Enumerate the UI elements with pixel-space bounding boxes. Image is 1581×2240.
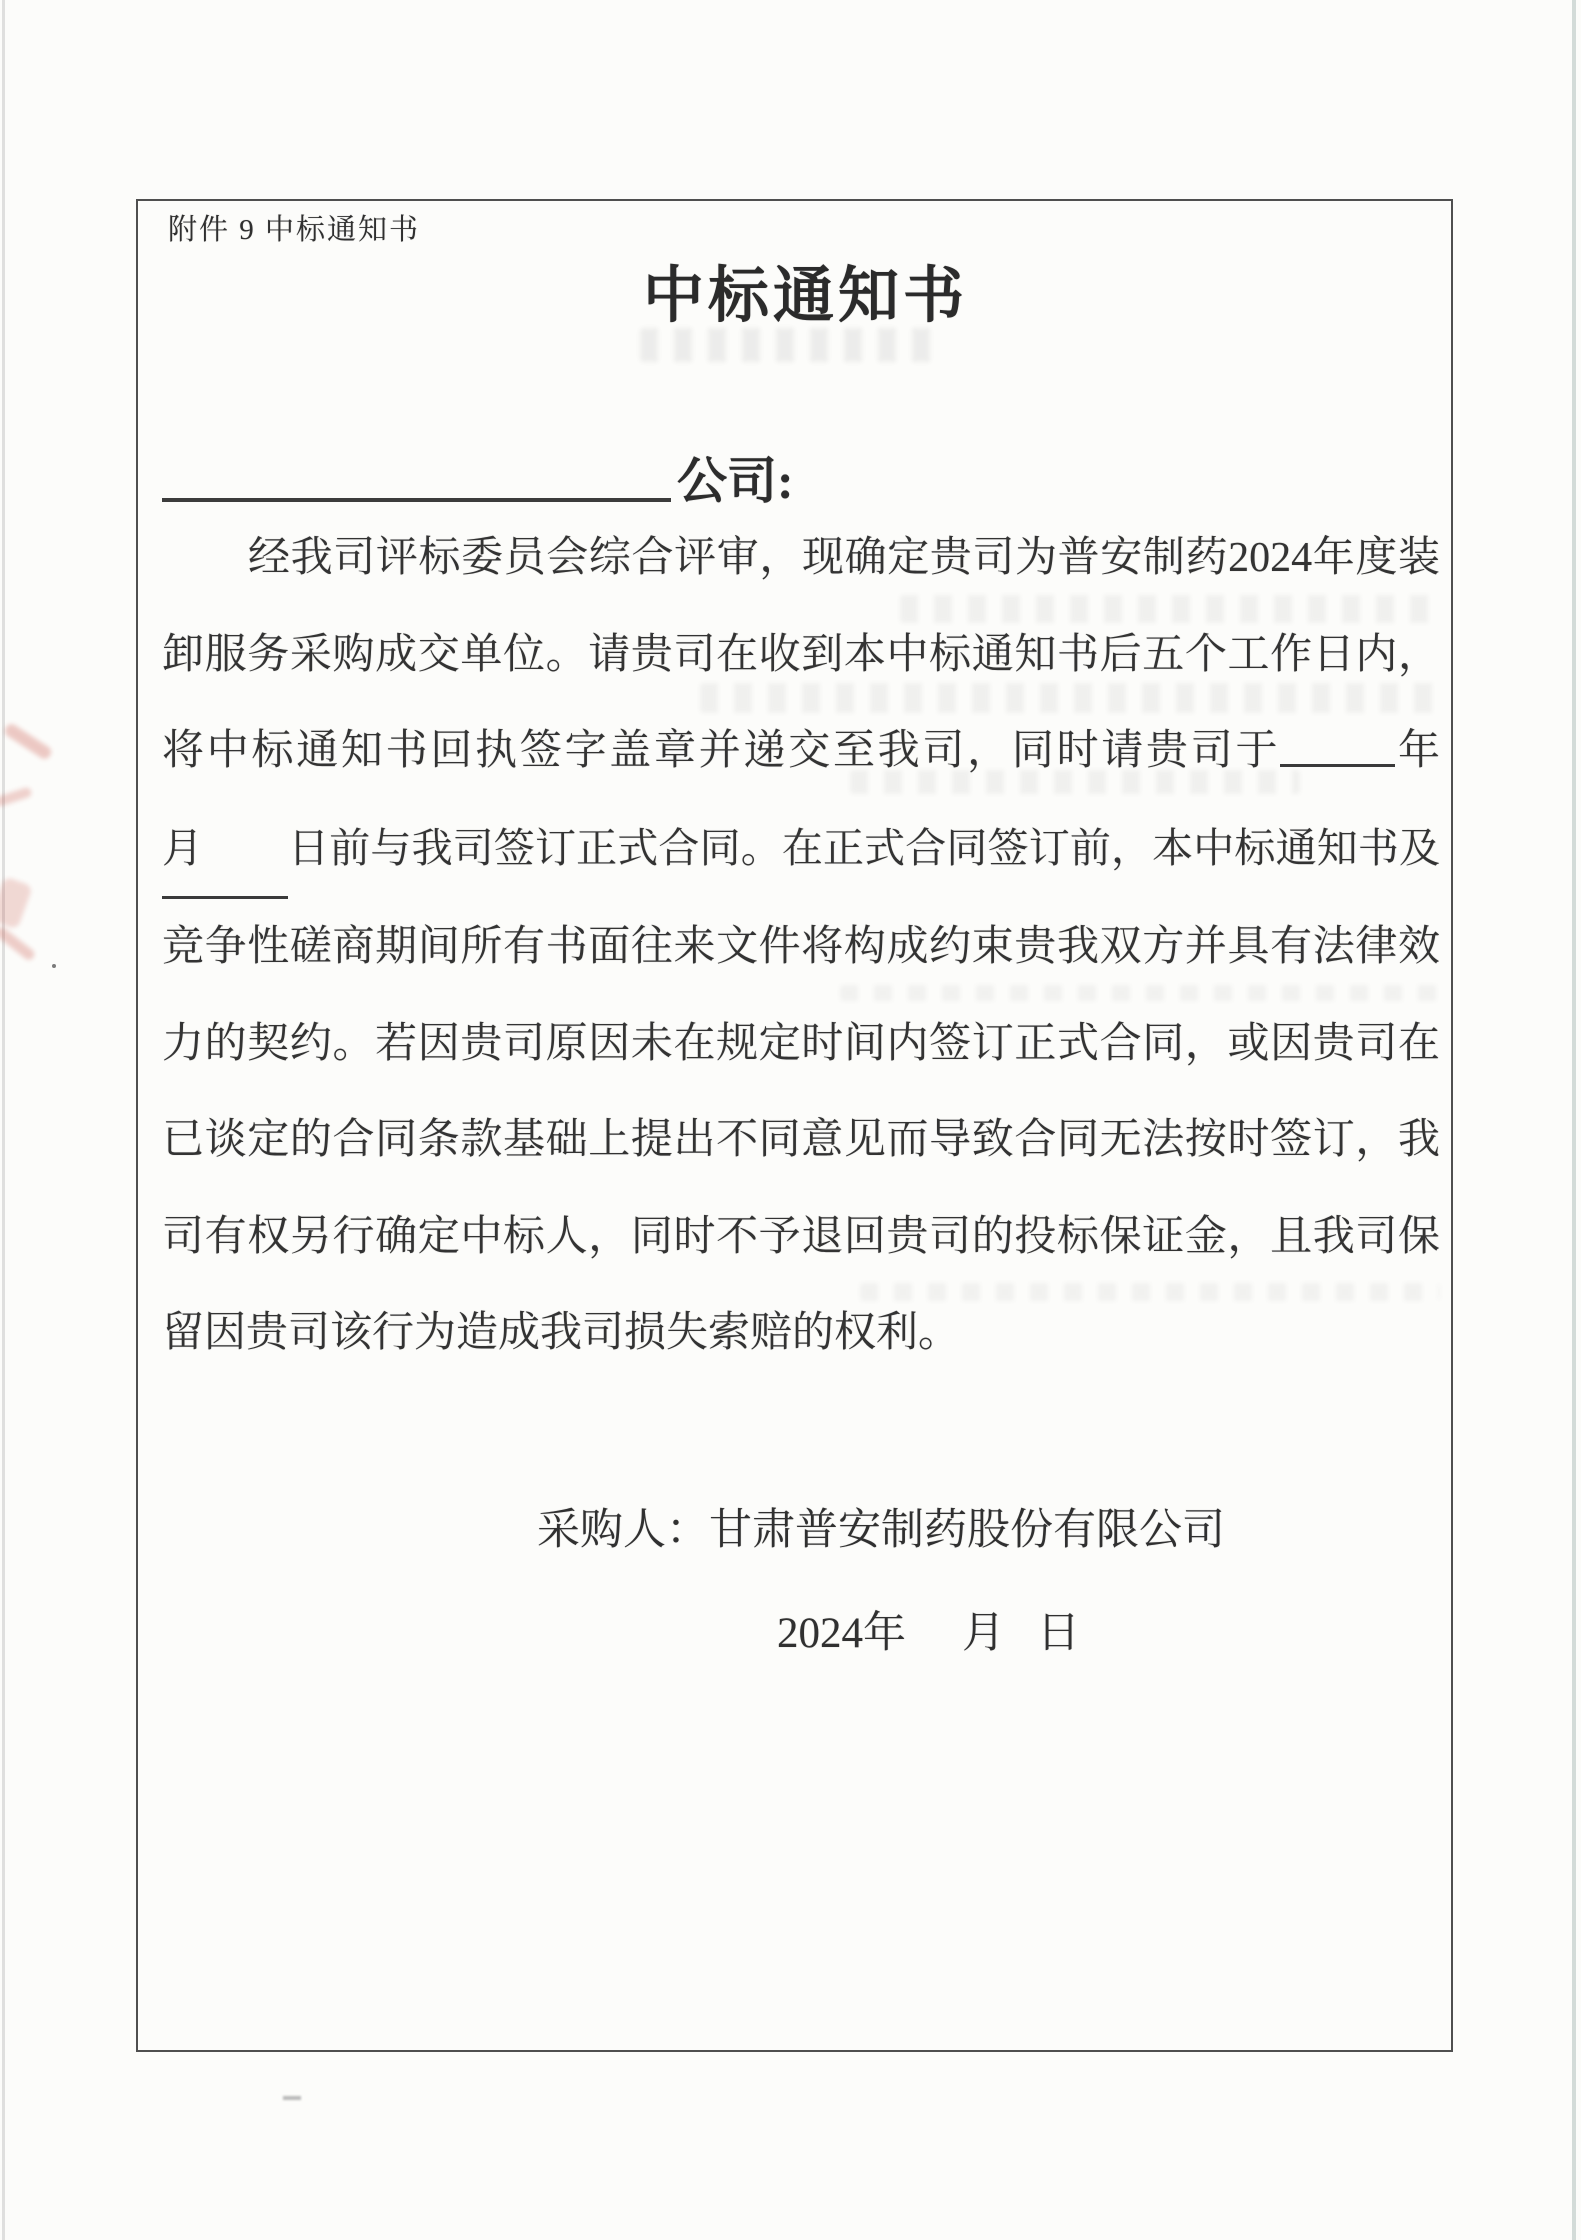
body-line-1: 经我司评标委员会综合评审，现确定贵司为普安制药2024年度装 [248, 535, 1440, 581]
body-line-9: 留因贵司该行为造成我司损失索赔的权利。 [162, 1310, 961, 1356]
recipient-label: 公司: [677, 453, 794, 509]
purchaser-name: 甘肃普安制药股份有限公司 [709, 1507, 1225, 1554]
body-line-4 [162, 800, 1440, 900]
scan-edge-right-line [1572, 0, 1576, 2240]
scan-dash-artifact [283, 2096, 301, 2100]
purchaser-label: 采购人： [537, 1507, 709, 1554]
red-stamp-bleed-artifact [0, 876, 33, 929]
body-line-4-text: 日前与我司签订正式合同。在正式合同签订前，本中标通知书及 [288, 824, 1440, 871]
signature-line [537, 1496, 1225, 1557]
month-day-blank-underline [162, 800, 288, 900]
date-month: 月 [962, 1610, 1005, 1657]
recipient-line [162, 441, 794, 509]
body-paragraph [162, 510, 1440, 1382]
date-day: 日 [1037, 1610, 1080, 1657]
body-line-8: 司有权另行确定中标人，同时不予退回贵司的投标保证金，且我司保 [162, 1213, 1440, 1260]
month-label: 月 [162, 824, 203, 871]
body-line-6: 力的契约。若因贵司原因未在规定时间内签订正式合同，或因贵司在 [162, 1020, 1440, 1067]
scan-edge-left-line [2, 0, 5, 2240]
body-line-2: 卸服务采购成交单位。请贵司在收到本中标通知书后五个工作日内， [162, 631, 1440, 678]
document-border-frame [136, 199, 1453, 2052]
red-stamp-bleed-artifact [3, 722, 54, 761]
recipient-blank-underline [162, 452, 671, 502]
red-stamp-bleed-artifact [0, 925, 37, 962]
date-line [777, 1599, 1080, 1660]
year-label: 年 [1395, 728, 1440, 774]
attachment-label: 附件 9 中标通知书 [168, 214, 421, 246]
date-year: 2024年 [777, 1610, 906, 1657]
scan-speck-artifact [52, 964, 56, 968]
document-title: 中标通知书 [642, 263, 968, 330]
body-line-7: 已谈定的合同条款基础上提出不同意见而导致合同无法按时签订，我 [162, 1117, 1440, 1163]
year-blank-underline [1280, 733, 1395, 767]
day-blank-space [203, 852, 288, 862]
body-line-3 [162, 703, 1440, 800]
body-line-3-text: 将中标通知书回执签字盖章并递交至我司，同时请贵司于 [162, 728, 1281, 774]
body-line-5: 竞争性磋商期间所有书面往来文件将构成约束贵我双方并具有法律效 [162, 924, 1440, 970]
